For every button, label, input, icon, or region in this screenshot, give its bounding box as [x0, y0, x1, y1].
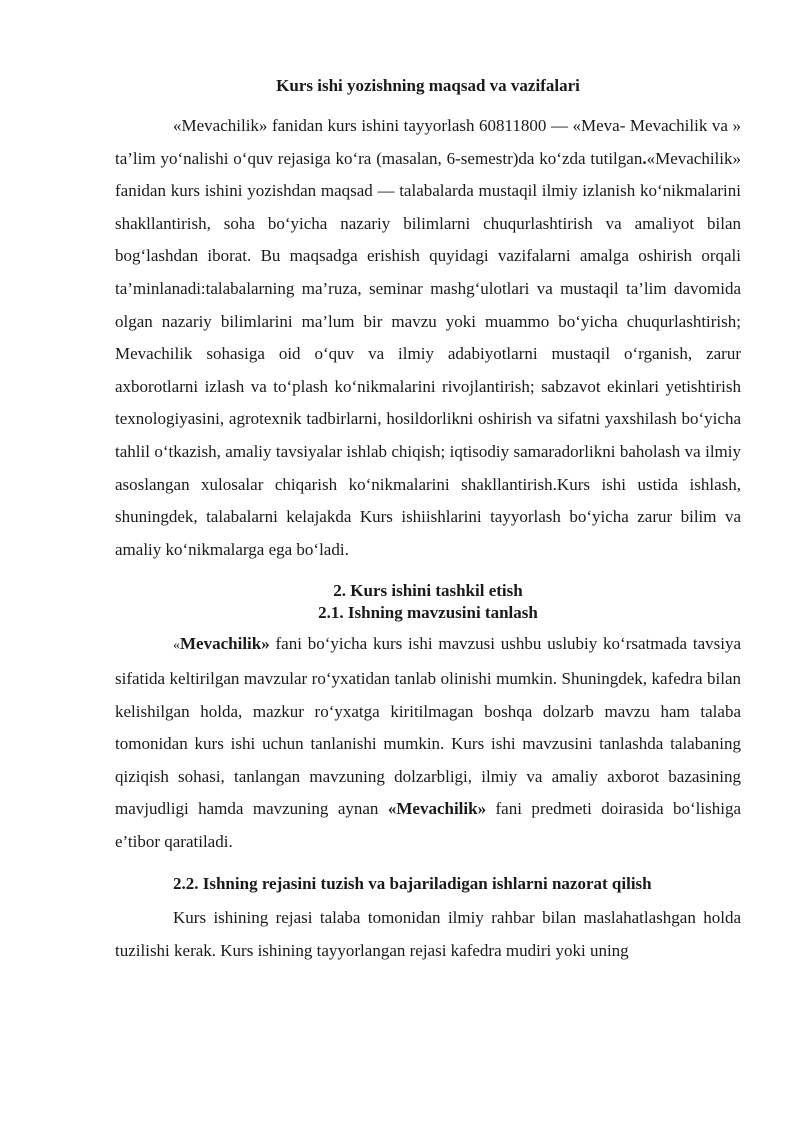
paragraph-topic-text: fani bo‘yicha kurs ishi mavzusi ushbu uslubiy ko‘rsatmada tavsiya sifatida keltirilgan mavzular ro‘yxatidan tanlab olinishi mumkin. Shuningdek, kafedra bilan kelishilgan holda, mazkur ro‘yxatga kiritilmagan boshqa dolzarb mavzu ham talaba tomonidan kurs ishi uchun tanlanishi mumkin. Kurs ishi mavzusini tanlashda talabaning qiziqish sohasi, tanlangan mavzuning dolzarbligi, ilmiy va amaliy axborot bazasining mavjudligi hamda mavzuning aynan: [115, 634, 741, 819]
lead-bold-subject: Mevachilik»: [180, 634, 270, 654]
document-page: [115, 72, 741, 968]
section-heading-2-2: 2.2. Ishning rejasini tuzish va bajariladigan ishlarni nazorat qilish: [173, 874, 652, 894]
paragraph-plan: Kurs ishining rejasi talaba tomonidan ilmiy rahbar bilan maslahatlashgan holda tuzilishi kerak. Kurs ishining tayyorlangan rejasi kafedra mudiri yoki uning: [115, 908, 741, 961]
bold-subject: «Mevachilik»: [387, 799, 487, 819]
paragraph-topic-text-2: fani predmeti doirasida bo‘lishiga e’tibor qaratiladi.: [115, 799, 741, 851]
paragraph-topic-selection: [115, 628, 741, 858]
paragraph-goals: [115, 110, 741, 566]
paragraph-goals-text: Mevachilik» fanidan kurs ishini tayyorlash 60811800 — «Meva- Mevachilik va » ta’lim yo‘nalishi o‘quv rejasiga ko‘ra (masalan, 6-semestr)da ko‘zda tutilgan: [115, 116, 741, 168]
bold-dot: .: [642, 148, 647, 168]
quote-open: «: [173, 116, 182, 135]
section-heading-2: 2. Kurs ishini tashkil etish: [333, 581, 523, 601]
lead-quote: «: [173, 638, 180, 654]
document-title: Kurs ishi yozishning maqsad va vazifalari: [276, 76, 580, 95]
paragraph-goals-text-2: «Mevachilik» fanidan kurs ishini yozishdan maqsad — talabalarda mustaqil ilmiy izlanish ko‘nikmalarini shakllantirish, soha bo‘yicha nazariy bilimlarni chuqurlashtirish va amaliyot bilan bog‘lashdan iborat. Bu maqsadga erishish quyidagi vazifalarni amalga oshirish orqali ta’minlanadi:talabalarning ma’ruza, seminar mashg‘ulotlari va mustaqil ta’lim davomida olgan nazariy bilimlarini ma’lum bir mavzu yoki muammo bo‘yicha chuqurlashtirish; Mevachilik sohasiga oid o‘quv va ilmiy adabiyotlarni mustaqil o‘rganish, zarur axborotlarni izlash va to‘plash ko‘nikmalarini rivojlantirish; sabzavot ekinlari yetishtirish texnologiyasini, agrotexnik tadbirlarni, hosildorlikni oshirish va sifatni yaxshilash bo‘yicha tahlil o‘tkazish, amaliy tavsiyalar ishlab chiqish; iqtisodiy samaradorlikni baholash va ilmiy asoslangan xulosalar chiqarish ko‘nikmalarini shakllantirish.Kurs ishi ustida ishlash, shuningdek, talabalarni kelajakda Kurs ishiishlarini tayyorlash bo‘yicha zarur bilim va amaliy ko‘nikmalarga ega bo‘ladi.: [115, 148, 741, 559]
section-heading-2-1: 2.1. Ishning mavzusini tanlash: [318, 603, 538, 623]
